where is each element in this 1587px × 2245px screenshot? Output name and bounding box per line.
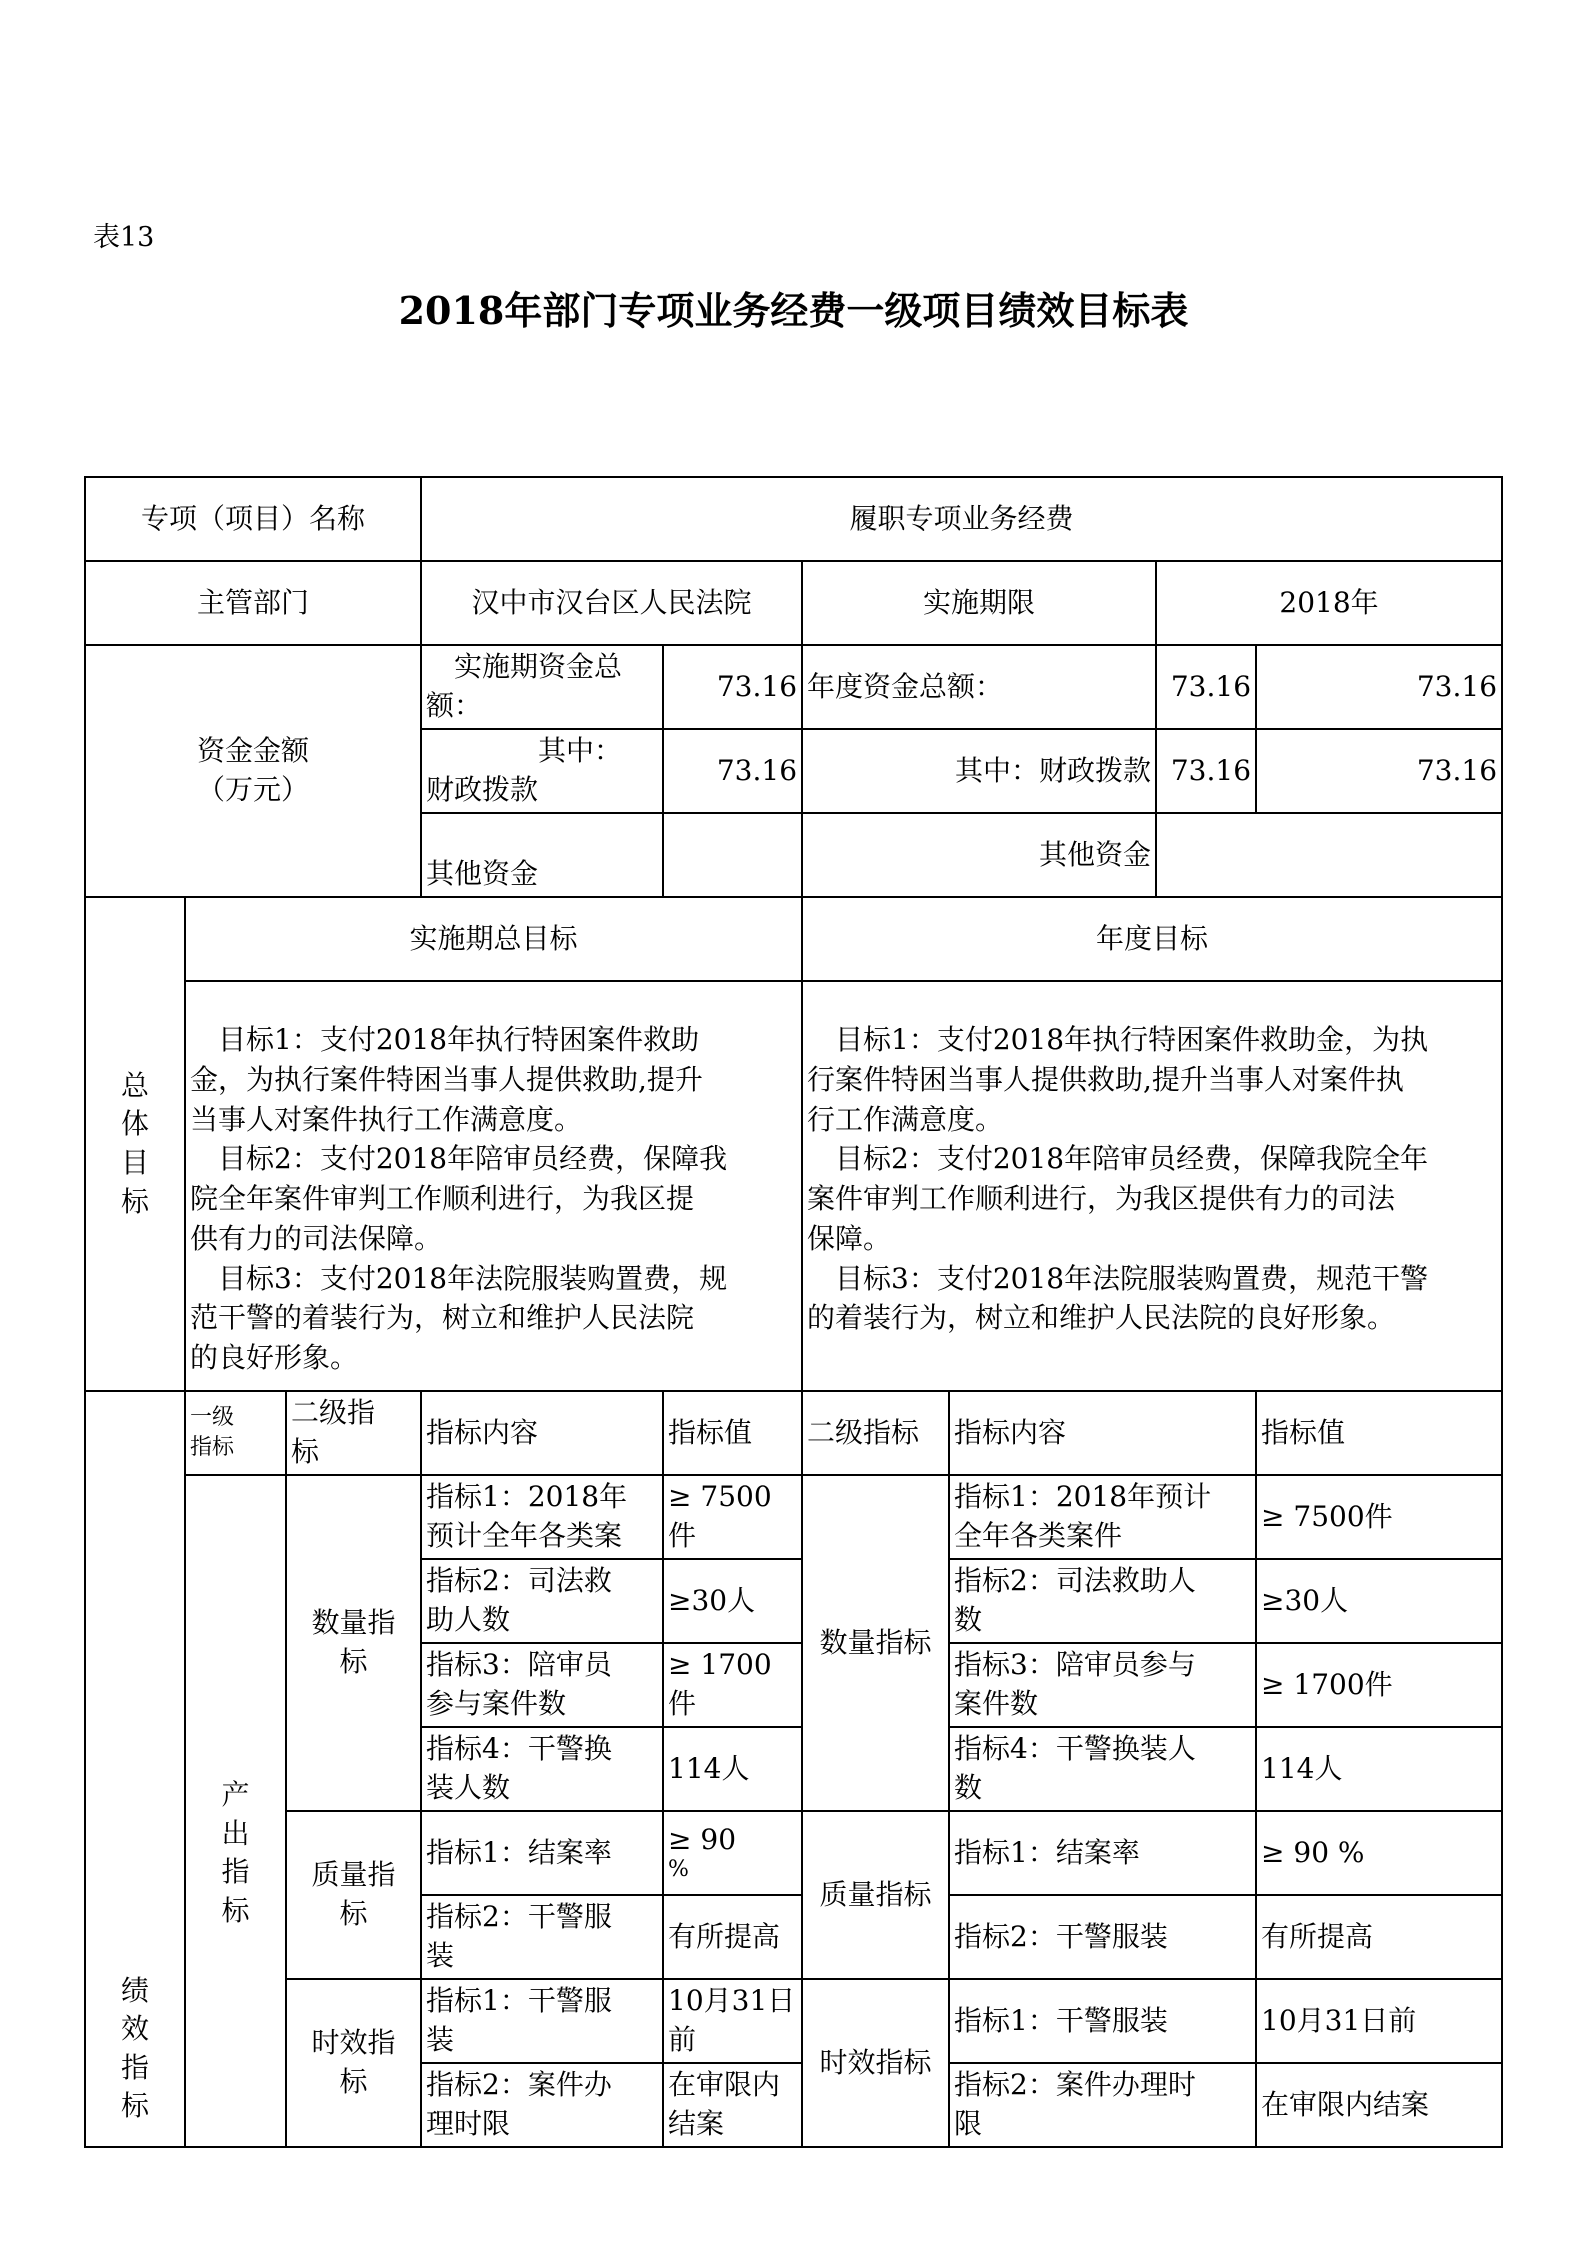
indicator-content-left: 指标1：干警服 装	[421, 1979, 663, 2063]
timeliness-label-left: 时效指 标	[286, 1979, 421, 2147]
total-funds-label-line2: 额：	[426, 689, 483, 722]
period-label: 实施期限	[802, 561, 1156, 645]
indicator-content-left: 指标3：陪审员 参与案件数	[421, 1643, 663, 1727]
content-header-left: 指标内容	[421, 1391, 663, 1475]
performance-target-table	[84, 476, 1503, 2148]
other-funds-value	[663, 813, 802, 897]
other-funds-label: 其他资金	[421, 813, 663, 897]
goals-header-row	[85, 897, 1502, 981]
output-indicators-label: 产 出 指 标	[185, 1475, 286, 2147]
indicator-value-left: 10月31日 前	[663, 1979, 802, 2063]
indicator-value-right: 114人	[1256, 1727, 1502, 1811]
quality-label-right: 质量指标	[802, 1811, 949, 1979]
value-header-left: 指标值	[663, 1391, 802, 1475]
annual-fiscal-value-2: 73.16	[1256, 729, 1502, 813]
department-value: 汉中市汉台区人民法院	[421, 561, 802, 645]
project-name-label: 专项（项目）名称	[85, 477, 421, 561]
fiscal-funds-value: 73.16	[663, 729, 802, 813]
table-row	[85, 1811, 1502, 1895]
annual-total-value-1: 73.16	[1156, 645, 1256, 729]
indicator-value-right: 在审限内结案	[1256, 2063, 1502, 2147]
period-goal-text: 目标1：支付2018年执行特困案件救助 金，为执行案件特困当事人提供救助,提升 当事人对案件执行工作满意度。 目标2：支付2018年陪审员经费，保障我 院全年案件审判工作顺利进行，为我区提 供有力的司法保障。 目标3：支付2018年法院服装购置费，规 范干警的着装行为，树立和维护人民法院 的良好形象。	[185, 981, 802, 1391]
project-name-value: 履职专项业务经费	[421, 477, 1502, 561]
indicators-header-row	[85, 1391, 1502, 1475]
fiscal-funds-label-line2: 财政拨款	[426, 773, 539, 806]
indicator-value-right: 有所提高	[1256, 1895, 1502, 1979]
funds-label-line1: 资金金额	[197, 734, 310, 768]
level2-header-right: 二级指标	[802, 1391, 949, 1475]
indicator-content-right: 指标4：干警换装人 数	[949, 1727, 1256, 1811]
indicator-value-left: ≥ 7500 件	[663, 1475, 802, 1559]
annual-goal-text: 目标1：支付2018年执行特困案件救助金，为执 行案件特困当事人提供救助,提升当事人对案件执 行工作满意度。 目标2：支付2018年陪审员经费，保障我院全年 案件审判工作顺利进行，为我区提供有力的司法 保障。 目标3：支付2018年法院服装购置费，规范干警 的着装行为，树立和维护人民法院的良好形象。	[802, 981, 1502, 1391]
indicator-value-left: 有所提高	[663, 1895, 802, 1979]
indicator-value-left: ≥ 90 %	[663, 1811, 802, 1895]
indicator-content-right: 指标2：司法救助人 数	[949, 1559, 1256, 1643]
indicator-content-right: 指标1：干警服装	[949, 1979, 1256, 2063]
indicator-content-right: 指标2：干警服装	[949, 1895, 1256, 1979]
period-value: 2018年	[1156, 561, 1502, 645]
quantity-label-left: 数量指 标	[286, 1475, 421, 1811]
indicator-value-right: ≥ 90 %	[1256, 1811, 1502, 1895]
document-title: 2018年部门专项业务经费一级项目绩效目标表	[398, 288, 1189, 333]
value-header-right: 指标值	[1256, 1391, 1502, 1475]
indicator-content-left: 指标2：干警服 装	[421, 1895, 663, 1979]
indicator-content-left: 指标2：案件办 理时限	[421, 2063, 663, 2147]
indicator-value-right: ≥ 7500件	[1256, 1475, 1502, 1559]
table-number: 表13	[93, 222, 155, 253]
project-name-row	[85, 477, 1502, 561]
indicator-value-left: 114人	[663, 1727, 802, 1811]
level1-header: 一级 指标	[185, 1391, 286, 1475]
annual-other-label: 其他资金	[802, 813, 1156, 897]
annual-total-value-2: 73.16	[1256, 645, 1502, 729]
fiscal-funds-label	[421, 729, 663, 813]
indicator-content-left: 指标2：司法救 助人数	[421, 1559, 663, 1643]
annual-total-label: 年度资金总额：	[802, 645, 1156, 729]
annual-goal-header: 年度目标	[802, 897, 1502, 981]
department-row	[85, 561, 1502, 645]
indicator-content-left: 指标4：干警换 装人数	[421, 1727, 663, 1811]
quality-label-left: 质量指 标	[286, 1811, 421, 1979]
timeliness-label-right: 时效指标	[802, 1979, 949, 2147]
indicator-value-left: ≥30人	[663, 1559, 802, 1643]
indicator-content-right: 指标1：结案率	[949, 1811, 1256, 1895]
funds-total-row	[85, 645, 1502, 729]
overall-goals-label: 总 体 目 标	[85, 897, 185, 1391]
indicator-content-left: 指标1：2018年 预计全年各类案	[421, 1475, 663, 1559]
indicator-content-right: 指标3：陪审员参与 案件数	[949, 1643, 1256, 1727]
total-funds-value: 73.16	[663, 645, 802, 729]
total-funds-label-line1: 实施期资金总	[454, 650, 623, 684]
annual-other-value	[1156, 813, 1502, 897]
period-goal-header: 实施期总目标	[185, 897, 802, 981]
fiscal-funds-label-line1: 其中：	[538, 734, 623, 768]
department-label: 主管部门	[85, 561, 421, 645]
table-row	[85, 1979, 1502, 2063]
funds-label	[85, 645, 421, 897]
indicator-content-right: 指标2：案件办理时 限	[949, 2063, 1256, 2147]
annual-fiscal-label: 其中：财政拨款	[802, 729, 1156, 813]
indicator-content-right: 指标1：2018年预计 全年各类案件	[949, 1475, 1256, 1559]
indicator-value-left: 在审限内 结案	[663, 2063, 802, 2147]
indicator-value-right: 10月31日前	[1256, 1979, 1502, 2063]
indicator-value-right: ≥ 1700件	[1256, 1643, 1502, 1727]
content-header-right: 指标内容	[949, 1391, 1256, 1475]
level2-header-left: 二级指 标	[286, 1391, 421, 1475]
funds-label-line2: （万元）	[197, 773, 310, 806]
total-funds-label	[421, 645, 663, 729]
annual-fiscal-value-1: 73.16	[1156, 729, 1256, 813]
table-row	[85, 1475, 1502, 1559]
goals-content-row	[85, 981, 1502, 1391]
indicator-value-right: ≥30人	[1256, 1559, 1502, 1643]
indicator-value-left: ≥ 1700 件	[663, 1643, 802, 1727]
performance-indicators-label: 绩 效 指 标	[85, 1391, 185, 2147]
quantity-label-right: 数量指标	[802, 1475, 949, 1811]
indicator-content-left: 指标1：结案率	[421, 1811, 663, 1895]
